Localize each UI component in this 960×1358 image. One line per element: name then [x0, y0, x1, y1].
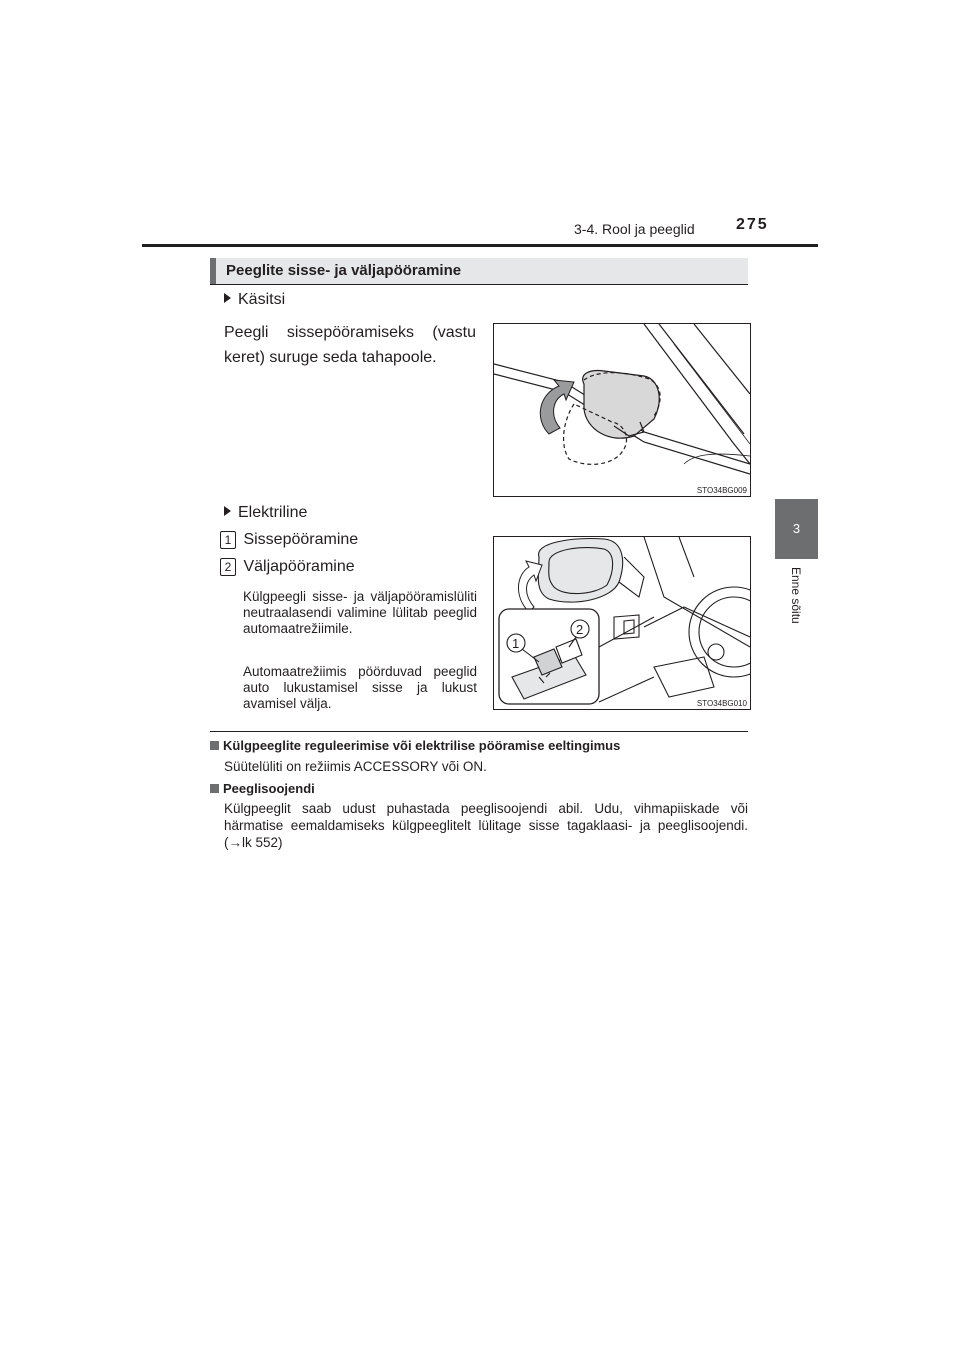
mirror-switch-illustration: [494, 537, 750, 709]
mirror-fold-illustration: [494, 324, 750, 496]
section-divider: [210, 731, 748, 732]
electric-heading: Elektriline: [224, 504, 307, 522]
manual-mirror-figure: [493, 323, 751, 497]
auto-mode-note: Külgpeegli sisse- ja väljapööramislüliti neutraalasendi valimine lülitab peeglid automaatrežiimile.: [243, 589, 477, 636]
section-title: Peeglite sisse- ja väljapööramine: [226, 262, 462, 279]
chapter-tab: 3: [775, 499, 818, 559]
bullet-triangle-icon: [224, 506, 231, 516]
section-accent: [210, 258, 216, 284]
step-label: Sissepööramine: [243, 531, 359, 548]
bullet-triangle-icon: [224, 293, 231, 303]
auto-mode-behavior-note: Automaatrežiimis pöörduvad peeglid auto lukustamisel sisse ja lukust avamisel välja.: [243, 664, 477, 711]
note-body-heater: Külgpeeglit saab udust puhastada peeglisoojendi abil. Udu, vihmapiiskade või härmatise eemaldamiseks külgpeeglitelt lülitage sisse tagaklaasi- ja peeglisoojendi. (→lk 552): [224, 801, 748, 850]
step-label: Väljapööramine: [243, 558, 355, 575]
note-heading-heater: Peeglisoojendi: [210, 781, 315, 796]
step-number: 2: [220, 558, 236, 576]
note-square-icon: [210, 741, 219, 750]
callout-1: 1: [512, 636, 520, 651]
figure-code: STO34BG010: [696, 699, 747, 708]
section-title-bar: [210, 258, 748, 285]
callout-2: 2: [576, 622, 584, 637]
figure-code: STO34BG009: [696, 486, 747, 495]
note-body-precondition: Süütelüliti on režiimis ACCESSORY või ON.: [224, 759, 487, 774]
note-square-icon: [210, 784, 219, 793]
note-heading-precondition: Külgpeeglite reguleerimise või elektrilise pööramise eeltingimus: [210, 738, 620, 753]
manual-instructions: Peegli sissepööramiseks (vastu keret) suruge seda tahapoole.: [224, 324, 476, 366]
electric-mirror-figure: [493, 536, 751, 710]
page-number: 275: [736, 216, 769, 233]
manual-heading: Käsitsi: [224, 291, 285, 309]
list-item-fold-out: [220, 558, 355, 576]
chapter-title: Enne sõitu: [789, 567, 803, 624]
chapter-tab-label: [787, 567, 807, 667]
header-rule: [142, 244, 818, 247]
step-number: 1: [220, 531, 236, 549]
running-header-section: 3-4. Rool ja peeglid: [574, 221, 695, 237]
list-item-fold-in: [220, 531, 358, 549]
